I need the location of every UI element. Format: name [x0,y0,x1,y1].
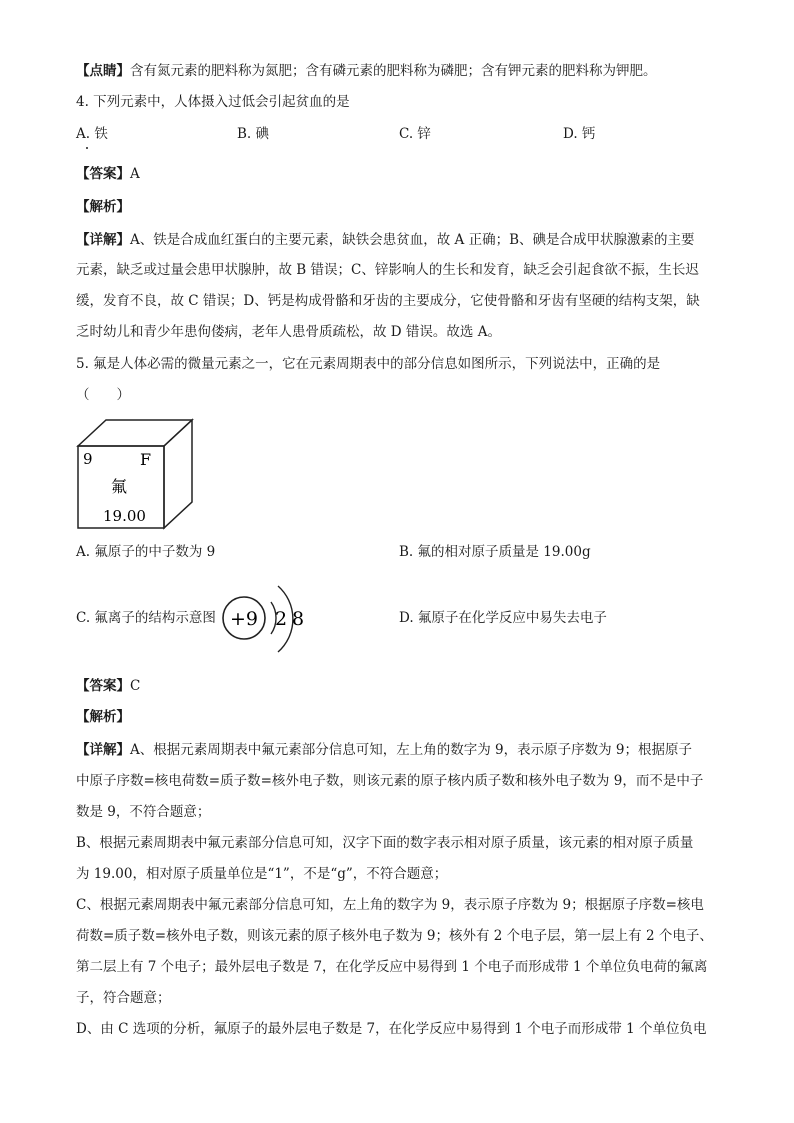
tip-line [76,61,657,81]
q5-detail-text-1: A、根据元素周期表中氟元素部分信息可知，左上角的数字为 9，表示原子序数为 9；根据原子 [130,742,693,758]
tip-tag: 【点睛】 [76,63,130,79]
q5-detail-line-8: 第二层上有 7 个电子；最外层电子数是 7，在化学反应中易得到 1 个电子而形成带 1 个单位负电荷的氟离 [76,959,708,975]
q4-detail-line-4: 乏时幼儿和青少年患佝偻病，老年人患骨质疏松，故 D 错误。故选 A。 [76,324,501,340]
tip-text: 含有氮元素的肥料称为氮肥；含有磷元素的肥料称为磷肥；含有钾元素的肥料称为钾肥。 [130,63,657,79]
q5-detail-line-10: D、由 C 选项的分析，氟原子的最外层电子数是 7，在化学反应中易得到 1 个电子而形成带 1 个单位负电 [76,1021,707,1037]
q5-answer [76,676,140,696]
q4-detail-text-1: A、铁是合成血红蛋白的主要元素，缺铁会患贫血，故 A 正确；B、碘是合成甲状腺激素的主要 [130,232,695,248]
q4-stem: 4. 下列元素中，人体摄入过低会引起贫血的是 [76,94,350,110]
q5-option-b: B. 氟的相对原子质量是 19.00g [399,544,591,560]
q4-option-b: B. 碘 [237,126,270,142]
q5-detail-line-1 [76,740,692,760]
q4-answer-value: A [130,166,140,182]
element-mass: 19.00 [103,507,146,525]
q4-detail-tag: 【详解】 [76,232,130,248]
element-number: 9 [83,450,93,468]
q4-option-d: D. 钙 [563,126,596,142]
q4-detail-line-3: 缓，发育不良，故 C 错误；D、钙是构成骨骼和牙齿的主要成分，它使骨骼和牙齿有坚硬的结构支架，缺 [76,293,700,309]
q5-analysis-tag: 【解析】 [76,709,130,725]
q4-answer-tag: 【答案】 [76,166,130,182]
element-name: 氟 [111,477,128,496]
q5-option-c: C. 氟离子的结构示意图 [76,610,216,626]
q4-answer [76,164,140,184]
element-symbol: F [140,450,152,469]
q5-answer-value: C [130,678,141,694]
q5-stem-line-2: （ ） [76,387,130,403]
q5-detail-line-5: 为 19.00，相对原子质量单位是“1”，不是“g”，不符合题意； [76,866,448,882]
fluoride-ion-diagram [220,576,310,662]
element-cube-figure [76,418,196,530]
q5-option-a: A. 氟原子的中子数为 9 [76,544,216,560]
q4-analysis-tag: 【解析】 [76,199,130,215]
q4-detail-line-2: 元素，缺乏或过量会患甲状腺肿，故 B 错误；C、锌影响人的生长和发育，缺乏会引起食欲不振，生长迟 [76,262,699,278]
q5-detail-line-3: 数是 9，不符合题意； [76,804,211,820]
nucleus-charge: +9 [229,608,259,630]
q4-option-c: C. 锌 [399,126,431,142]
q5-stem-line-1: 5. 氟是人体必需的微量元素之一，它在元素周期表中的部分信息如图所示，下列说法中，正确的是 [76,356,661,372]
q5-detail-line-9: 子，符合题意； [76,990,171,1006]
q4-option-a: A. 铁 [76,126,108,142]
q5-option-d: D. 氟原子在化学反应中易失去电子 [399,610,607,626]
q5-detail-line-7: 荷数=质子数=核外电子数，则该元素的原子核外电子数为 9；核外有 2 个电子层，第一层上有 2 个电子、 [76,928,713,944]
q5-detail-tag: 【详解】 [76,742,130,758]
q5-detail-line-2: 中原子序数=核电荷数=质子数=核外电子数，则该元素的原子核内质子数和核外电子数为 9，而不是中子 [76,773,704,789]
shell-1-electrons: 2 [274,608,288,630]
q4-detail-line-1 [76,230,695,250]
q5-answer-tag: 【答案】 [76,678,130,694]
shell-2-electrons: 8 [291,608,305,630]
q5-detail-line-6: C、根据元素周期表中氟元素部分信息可知，左上角的数字为 9，表示原子序数为 9；根据原子序数=核电 [76,897,704,913]
q5-detail-line-4: B、根据元素周期表中氟元素部分信息可知，汉字下面的数字表示相对原子质量，该元素的相对原子质量 [76,835,694,851]
stray-dot [86,147,88,149]
